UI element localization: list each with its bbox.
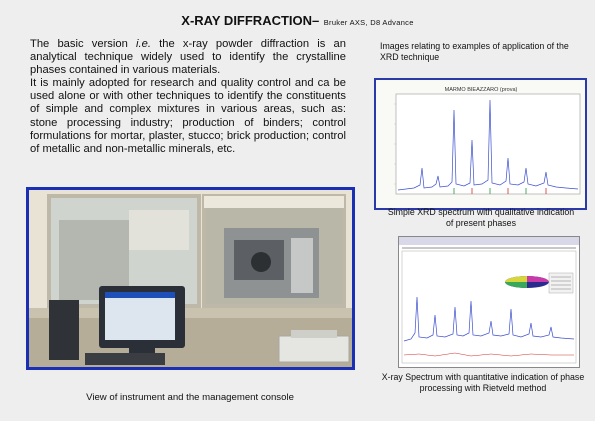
pc-tower xyxy=(49,300,79,360)
lab-scene-illustration xyxy=(29,190,352,367)
keyboard xyxy=(85,353,165,365)
title-main: X-RAY DIFFRACTION– xyxy=(181,13,320,28)
caption-applications: Images relating to examples of application of the XRD technique xyxy=(380,41,569,62)
intro-text xyxy=(30,38,346,156)
xrd-spectrum-figure xyxy=(374,78,587,210)
monitor-screen xyxy=(105,292,175,340)
rietveld-screenshot xyxy=(399,237,579,367)
intro-text-end: the x-ray powder diffraction is an analytical technique widely used to identify the crystalline phases contained in various materials. xyxy=(30,38,346,77)
rietveld-spectrum-figure xyxy=(398,236,580,368)
instrument-photo xyxy=(26,187,355,370)
intro-text-start: The basic version xyxy=(30,38,137,50)
spectrum-title: MARMO BIEAZZARO (prova) xyxy=(444,87,518,93)
caption-quantitative-spectrum: X-ray Spectrum with quantitative indication of phase processing with Rietveld method xyxy=(381,372,585,393)
window-toolbar xyxy=(402,247,576,249)
window-titlebar xyxy=(399,237,579,245)
intro-paragraph-2: It is mainly adopted for research and quality control and ca be used alone or with other techniques to identify the constituents of simple and complex mixtures in various areas, such as: stone processing industry; production of binders; control formulations for mortar, plaster, stucco; brick production; control of metallic and non-metallic minerals, etc. xyxy=(30,77,346,155)
caption-simple-spectrum: Simple XRD spectrum with qualitative indication of present phases xyxy=(387,207,575,228)
intro-paragraph-1 xyxy=(30,38,346,77)
page-title xyxy=(0,12,595,30)
title-subtitle: Bruker AXS, D8 Advance xyxy=(323,18,414,27)
xrd-spectrum-plot xyxy=(376,80,585,208)
intro-abbrev: i.e. xyxy=(136,38,151,50)
rietveld-plot-area xyxy=(402,251,576,363)
caption-instrument-photo: View of instrument and the management console xyxy=(86,392,294,403)
printer xyxy=(279,336,349,362)
